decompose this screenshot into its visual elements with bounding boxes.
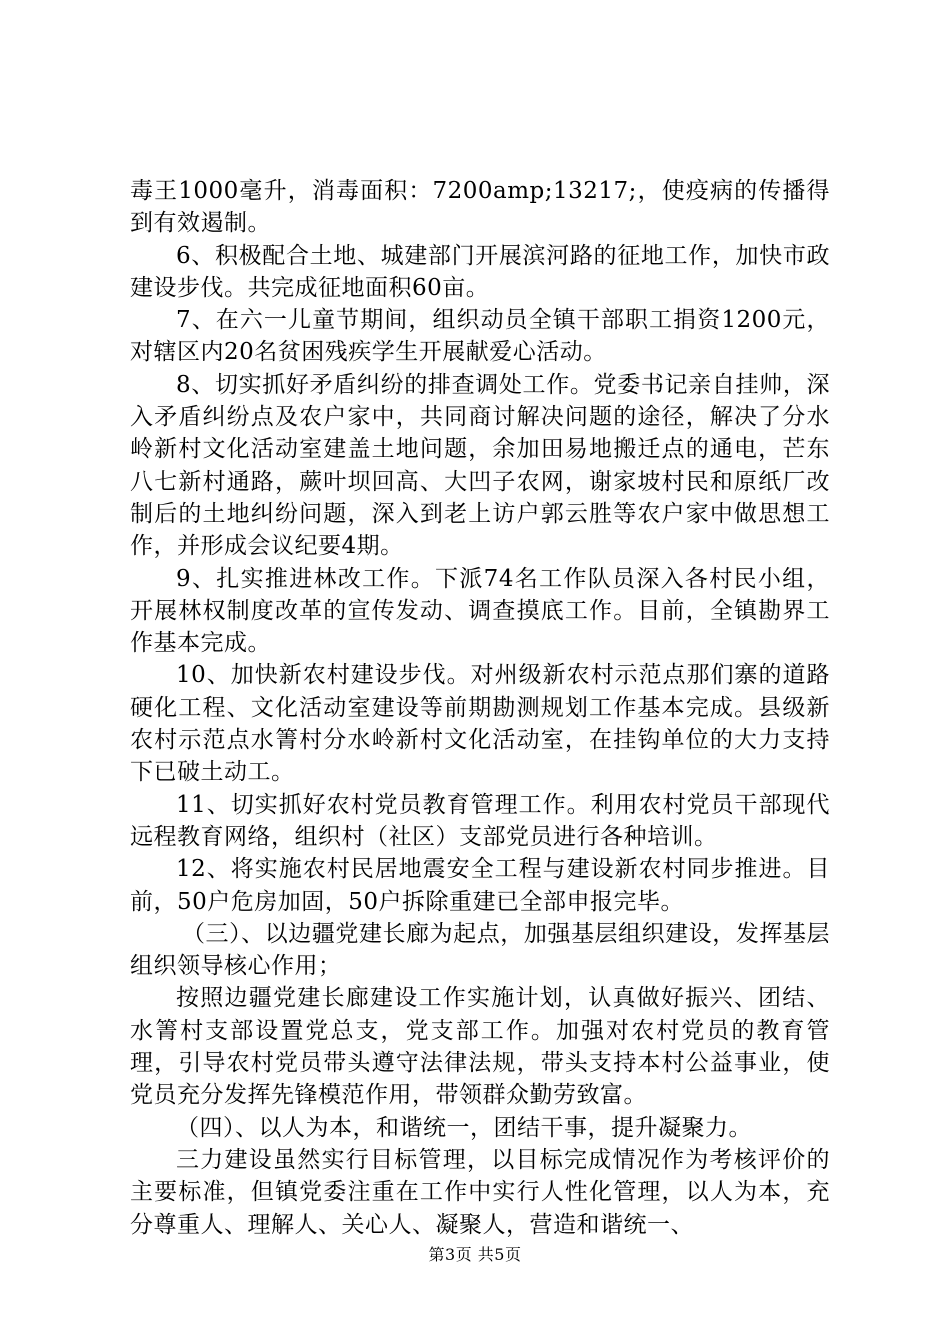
page-number-footer: 第3页 共5页 xyxy=(428,1245,522,1264)
paragraph-item-7: 7、在六一儿童节期间，组织动员全镇干部职工捐资1200元，对辖区内20名贫困残疾学生开展献爱心活动。 xyxy=(130,307,830,366)
paragraph-continuation: 毒王1000毫升，消毒面积：7200amp;13217;，使疫病的传播得到有效遏制。 xyxy=(130,178,830,237)
paragraph-item-8: 8、切实抓好矛盾纠纷的排查调处工作。党委书记亲自挂帅，深入矛盾纠纷点及农户家中，共同商讨解决问题的途径，解决了分水岭新村文化活动室建盖土地问题，余加田易地搬迁点的通电，芒东八七新村通路，蕨叶坝回高、大凹子农网，谢家坡村民和原纸厂改制后的土地纠纷问题，深入到老上访户郭云胜等农户家中做思想工作，并形成会议纪要4期。 xyxy=(130,371,830,560)
paragraph-item-11: 11、切实抓好农村党员教育管理工作。利用农村党员干部现代远程教育网络，组织村（社区）支部党员进行各种培训。 xyxy=(130,791,830,850)
paragraph-item-6: 6、积极配合土地、城建部门开展滨河路的征地工作，加快市政建设步伐。共完成征地面积60亩。 xyxy=(130,242,830,301)
paragraph-item-9: 9、扎实推进林改工作。下派74名工作队员深入各村民小组，开展林权制度改革的宣传发动、调查摸底工作。目前，全镇勘界工作基本完成。 xyxy=(130,565,830,657)
paragraph-section-3-body: 按照边疆党建长廊建设工作实施计划，认真做好振兴、团结、水箐村支部设置党总支，党支部工作。加强对农村党员的教育管理，引导农村党员带头遵守法律法规，带头支持本村公益事业，使党员充分发挥先锋模范作用，带领群众勤劳致富。 xyxy=(130,985,830,1109)
paragraph-section-4-body: 三力建设虽然实行目标管理，以目标完成情况作为考核评价的主要标准，但镇党委注重在工作中实行人性化管理，以人为本，充分尊重人、理解人、关心人、凝聚人，营造和谐统一、 xyxy=(130,1146,830,1238)
document-body xyxy=(130,175,830,1241)
section-heading-3: （三）、以边疆党建长廊为起点，加强基层组织建设，发挥基层组织领导核心作用； xyxy=(130,920,830,980)
paragraph-item-12: 12、将实施农村民居地震安全工程与建设新农村同步推进。目前，50户危房加固，50户拆除重建已全部申报完毕。 xyxy=(130,856,830,915)
section-heading-4: （四）、以人为本，和谐统一，团结干事，提升凝聚力。 xyxy=(176,1114,752,1141)
paragraph-item-10: 10、加快新农村建设步伐。对州级新农村示范点那们寨的道路硬化工程、文化活动室建设等前期勘测规划工作基本完成。县级新农村示范点水箐村分水岭新村文化活动室，在挂钩单位的大力支持下已破土动工。 xyxy=(130,662,830,786)
